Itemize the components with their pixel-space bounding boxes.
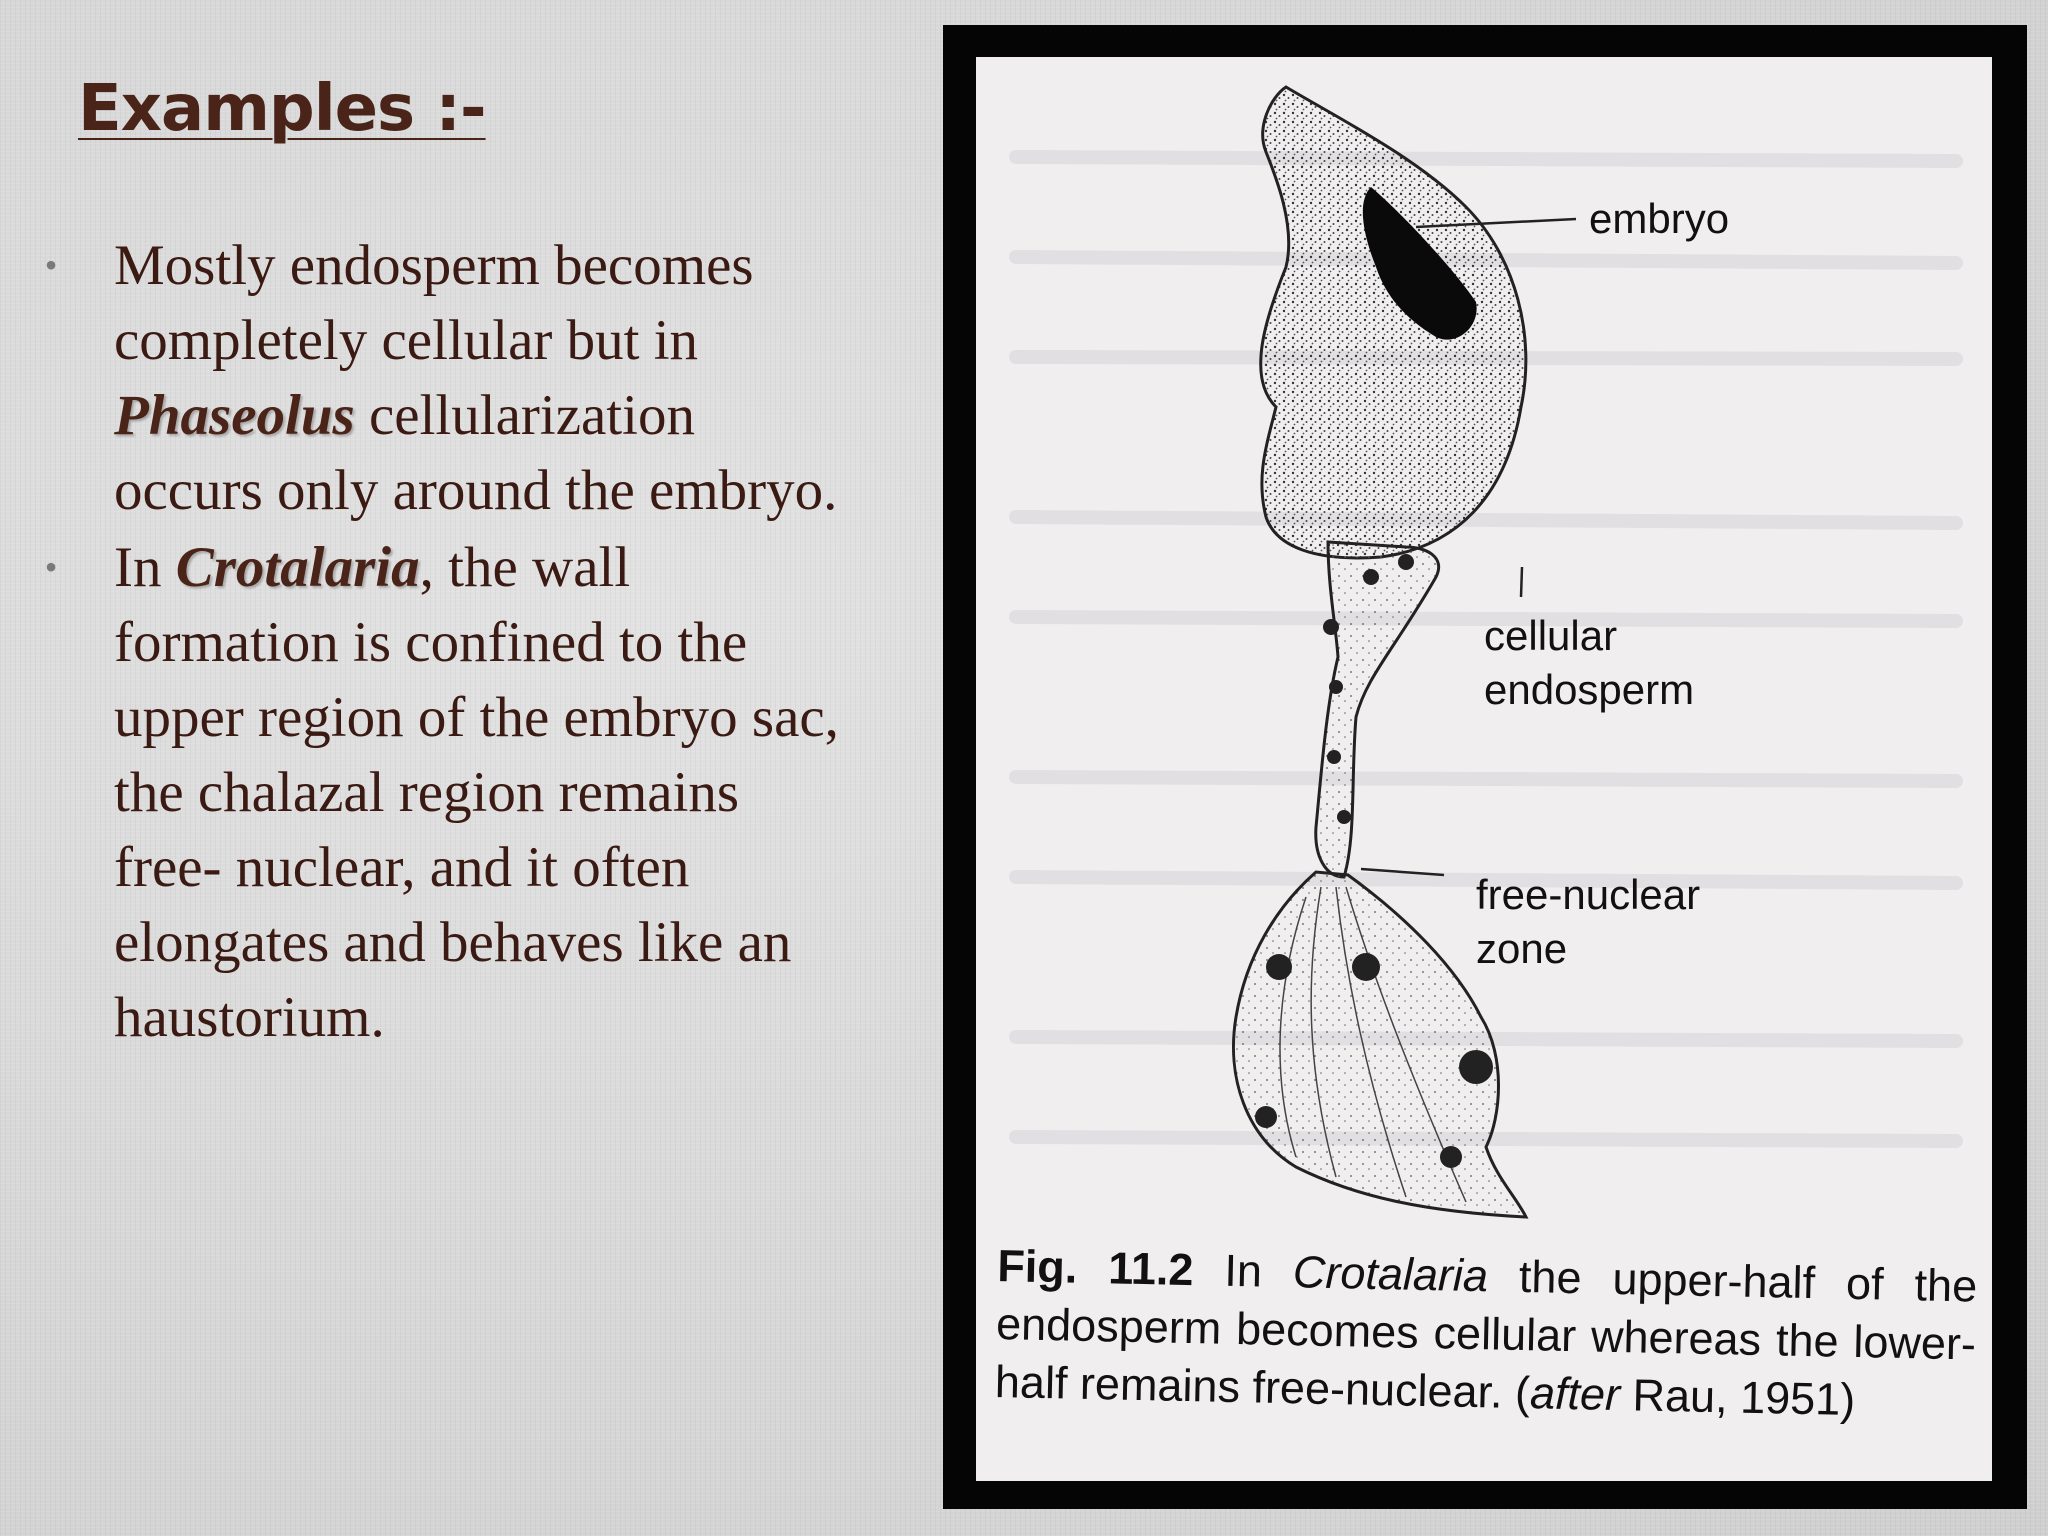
figure-number: Fig. 11.2 bbox=[996, 1239, 1194, 1296]
caption-after: after bbox=[1529, 1367, 1621, 1421]
caption-text: the upper-half of the endosperm becomes cellular whereas the lower-half remains free-nuclear. ( bbox=[994, 1250, 1978, 1419]
bullet-text: Mostly endosperm becomes completely cellular but in bbox=[114, 234, 754, 372]
slide-title: Examples :- bbox=[78, 72, 486, 146]
bullet-text: In bbox=[114, 536, 176, 599]
bullet-item-crotalaria bbox=[36, 530, 856, 1055]
caption-text: In bbox=[1192, 1244, 1294, 1298]
stalk-shape bbox=[1316, 542, 1439, 877]
bullet-text: cellularization occurs only around the embryo. bbox=[114, 384, 838, 522]
label-free-nuclear: free-nuclear bbox=[1476, 871, 1701, 918]
label-cellular: cellular bbox=[1484, 612, 1618, 659]
bullet-marker: • bbox=[44, 547, 58, 587]
caption-text: Rau, 1951) bbox=[1619, 1369, 1856, 1425]
figure-caption bbox=[994, 1237, 1977, 1431]
caption-genus: Crotalaria bbox=[1292, 1246, 1489, 1302]
bullet-text: , the wall formation is confined to the upper region of the embryo sac, the chalazal region remains free- nuclear, and it often elongates and behaves like an haustorium. bbox=[114, 536, 839, 1049]
genus-phaseolus: Phaseolus bbox=[114, 384, 355, 447]
bullet-list bbox=[36, 228, 856, 1057]
genus-crotalaria: Crotalaria bbox=[175, 536, 420, 599]
label-endosperm: endosperm bbox=[1484, 666, 1695, 713]
label-embryo: embryo bbox=[1589, 195, 1730, 242]
bullet-item-phaseolus bbox=[36, 228, 856, 528]
figure-frame bbox=[943, 25, 2027, 1509]
label-zone: zone bbox=[1476, 925, 1568, 972]
figure-image bbox=[976, 57, 1992, 1481]
bullet-marker: • bbox=[44, 245, 58, 285]
